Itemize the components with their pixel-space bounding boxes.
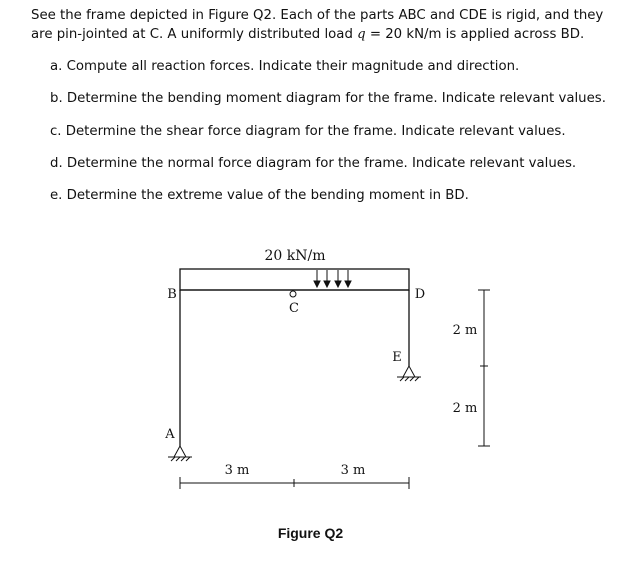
intro-line-2-post: = 20 kN/m is applied across BD. [365,27,585,42]
distributed-load-block [180,269,409,290]
load-label: 20 kN/m [264,248,326,264]
dim-label-left-span: 3 m [224,463,250,478]
node-label-b: B [167,287,177,302]
dim-label-upper-height: 2 m [452,323,478,338]
question-part-d: d. Determine the normal force diagram for the frame. Indicate relevant values. [50,155,577,171]
question-part-c: c. Determine the shear force diagram for the frame. Indicate relevant values. [50,123,566,139]
support-e [397,366,421,381]
question-part-a: a. Compute all reaction forces. Indicate their magnitude and direction. [50,59,520,74]
intro-line-1: See the frame depicted in Figure Q2. Each of the parts ABC and CDE is rigid, and they [31,8,604,23]
intro-line-2-pre: are pin-jointed at C. A uniformly distributed load [31,27,358,42]
node-label-d: D [414,287,426,302]
question-part-b: b. Determine the bending moment diagram for the frame. Indicate relevant values. [50,91,606,107]
support-a [168,446,192,461]
load-arrows [314,270,351,287]
node-label-a: A [165,427,175,442]
node-label-e: E [392,350,402,365]
hinge-c [290,290,296,297]
vertical-dimension [478,290,490,446]
dim-label-lower-height: 2 m [452,401,478,416]
horizontal-dimension [180,477,409,489]
question-part-e: e. Determine the extreme value of the bending moment in BD. [50,188,469,204]
load-symbol: q [357,27,366,42]
figure-caption: Figure Q2 [277,525,344,541]
node-label-c: C [289,301,299,316]
dim-label-right-span: 3 m [340,463,366,478]
